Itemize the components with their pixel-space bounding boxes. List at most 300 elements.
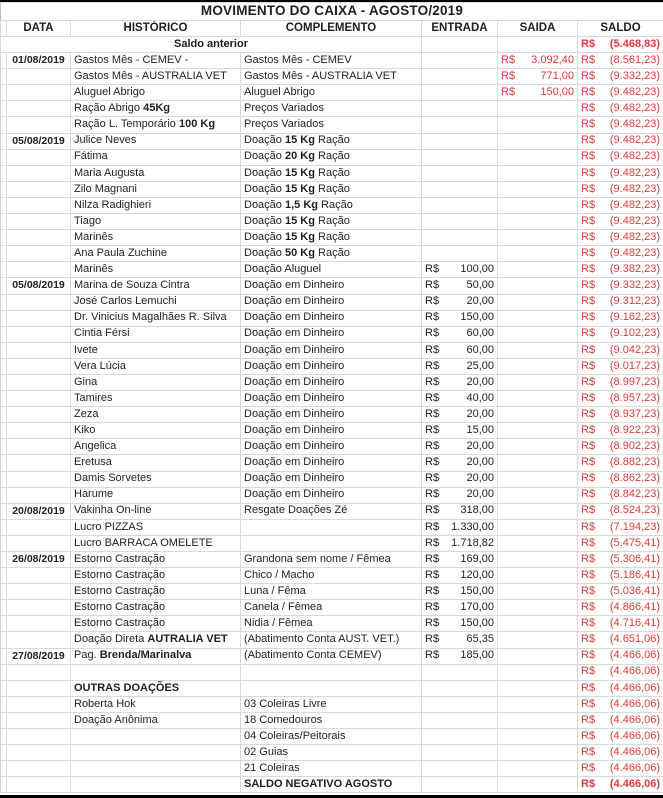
date-cell <box>7 584 71 600</box>
historico-cell: Estorno Castração <box>71 584 241 600</box>
amount-value: 20,00 <box>466 488 494 501</box>
amount-value: (4.651,06) <box>609 633 661 646</box>
currency-symbol: R$ <box>425 617 440 630</box>
amount-value: 50,00 <box>466 279 494 292</box>
currency-symbol: R$ <box>581 633 596 646</box>
historico-cell: OUTRAS DOAÇÕES <box>71 680 241 696</box>
entrada-cell <box>422 310 498 326</box>
currency-symbol: R$ <box>581 681 596 694</box>
historico-cell: Aluguel Abrigo <box>71 85 241 101</box>
saida-cell <box>498 487 578 503</box>
saldo-cell <box>578 664 663 680</box>
historico-cell <box>71 761 241 777</box>
amount-value: 20,00 <box>466 375 494 388</box>
date-cell <box>7 262 71 278</box>
date-cell <box>7 149 71 165</box>
currency-symbol: R$ <box>581 440 596 453</box>
amount-value: (8.842,23) <box>609 488 661 501</box>
entrada-cell <box>422 133 498 149</box>
amount-value: (9.332,23) <box>609 69 661 82</box>
amount-value: (4.466,06) <box>609 713 661 726</box>
saida-cell <box>498 503 578 519</box>
complemento-cell: Doação 15 Kg Ração <box>241 181 422 197</box>
amount-value: 1.718,82 <box>451 536 494 549</box>
currency-symbol: R$ <box>581 343 596 356</box>
complemento-cell: Aluguel Abrigo <box>241 85 422 101</box>
saida-cell <box>498 326 578 342</box>
saida-cell <box>498 85 578 101</box>
currency-symbol: R$ <box>581 407 596 420</box>
currency-symbol: R$ <box>425 391 440 404</box>
currency-symbol: R$ <box>425 279 440 292</box>
date-cell: 27/08/2019 <box>7 648 71 664</box>
currency-symbol: R$ <box>425 263 440 276</box>
saldo-cell <box>578 503 663 519</box>
saldo-cell <box>578 53 663 69</box>
table-row <box>1 294 663 310</box>
saida-cell <box>498 117 578 133</box>
currency-symbol: R$ <box>425 327 440 340</box>
complemento-cell: Doação em Dinheiro <box>241 342 422 358</box>
saida-cell <box>498 777 578 793</box>
table-row <box>1 729 663 745</box>
date-cell <box>7 761 71 777</box>
entrada-cell <box>422 777 498 793</box>
saida-cell <box>498 214 578 230</box>
saldo-cell <box>578 230 663 246</box>
entrada-cell <box>422 358 498 374</box>
amount-value: (9.102,23) <box>609 327 661 340</box>
saldo-cell <box>578 616 663 632</box>
table-row <box>1 149 663 165</box>
currency-symbol: R$ <box>581 665 596 678</box>
entrada-cell <box>422 374 498 390</box>
amount-value: 20,00 <box>466 472 494 485</box>
amount-value: (5.468,83) <box>609 37 661 50</box>
table-row <box>1 568 663 584</box>
currency-symbol: R$ <box>581 118 596 131</box>
saldo-cell <box>578 326 663 342</box>
table-row <box>1 600 663 616</box>
currency-symbol: R$ <box>581 568 596 581</box>
date-cell <box>7 391 71 407</box>
amount-value: (8.882,23) <box>609 456 661 469</box>
complemento-cell: Nidia / Fêmea <box>241 616 422 632</box>
date-cell <box>7 487 71 503</box>
currency-symbol: R$ <box>425 552 440 565</box>
currency-symbol: R$ <box>425 504 440 517</box>
amount-value: (4.716,41) <box>609 617 661 630</box>
saldo-cell <box>578 745 663 761</box>
currency-symbol: R$ <box>581 102 596 115</box>
table-row <box>1 197 663 213</box>
historico-cell: Estorno Castração <box>71 568 241 584</box>
entrada-cell <box>422 101 498 117</box>
table-row <box>1 342 663 358</box>
currency-symbol: R$ <box>581 552 596 565</box>
date-cell <box>7 535 71 551</box>
table-row <box>1 407 663 423</box>
amount-value: (4.466,06) <box>609 697 661 710</box>
amount-value: (9.162,23) <box>609 311 661 324</box>
date-cell <box>7 777 71 793</box>
table-row <box>1 310 663 326</box>
table-row <box>1 53 663 69</box>
complemento-cell: Doação em Dinheiro <box>241 326 422 342</box>
date-cell <box>7 712 71 728</box>
saldo-cell <box>578 729 663 745</box>
saida-cell <box>498 278 578 294</box>
currency-symbol: R$ <box>425 456 440 469</box>
saldo-cell <box>578 310 663 326</box>
saida-cell <box>498 648 578 664</box>
date-cell <box>7 342 71 358</box>
complemento-cell: Doação em Dinheiro <box>241 439 422 455</box>
cash-flow-table <box>0 2 663 793</box>
amount-value: (9.482,23) <box>609 150 661 163</box>
date-cell <box>7 214 71 230</box>
amount-value: 150,00 <box>460 584 494 597</box>
saida-cell <box>498 37 578 53</box>
saldo-cell <box>578 246 663 262</box>
currency-symbol: R$ <box>581 745 596 758</box>
amount-value: (4.866,41) <box>609 601 661 614</box>
complemento-cell <box>241 680 422 696</box>
historico-cell: Marina de Souza Cintra <box>71 278 241 294</box>
saldo-cell <box>578 214 663 230</box>
currency-symbol: R$ <box>425 536 440 549</box>
table-row <box>1 181 663 197</box>
entrada-cell <box>422 455 498 471</box>
currency-symbol: R$ <box>425 407 440 420</box>
currency-symbol: R$ <box>581 53 596 66</box>
entrada-cell <box>422 197 498 213</box>
complemento-cell: 18 Comedouros <box>241 712 422 728</box>
entrada-cell <box>422 745 498 761</box>
amount-value: 771,00 <box>540 69 574 82</box>
amount-value: (9.042,23) <box>609 343 661 356</box>
historico-cell <box>71 745 241 761</box>
date-cell <box>7 165 71 181</box>
date-cell <box>7 294 71 310</box>
table-row <box>1 439 663 455</box>
currency-symbol: R$ <box>425 375 440 388</box>
amount-value: (9.382,23) <box>609 263 661 276</box>
historico-cell: Roberta Hok <box>71 696 241 712</box>
saldo-cell <box>578 358 663 374</box>
date-cell <box>7 632 71 648</box>
saldo-cell <box>578 181 663 197</box>
amount-value: (9.482,23) <box>609 214 661 227</box>
column-header-saida: SAIDA <box>498 21 578 37</box>
entrada-cell <box>422 278 498 294</box>
complemento-cell: 03 Coleiras Livre <box>241 696 422 712</box>
complemento-cell: Doação em Dinheiro <box>241 358 422 374</box>
entrada-cell <box>422 584 498 600</box>
amount-value: (9.482,23) <box>609 198 661 211</box>
saida-cell <box>498 455 578 471</box>
saida-cell <box>498 729 578 745</box>
currency-symbol: R$ <box>425 633 440 646</box>
complemento-cell: Doação em Dinheiro <box>241 487 422 503</box>
saldo-cell <box>578 407 663 423</box>
saldo-cell <box>578 519 663 535</box>
currency-symbol: R$ <box>581 69 596 82</box>
saida-cell <box>498 133 578 149</box>
amount-value: (9.482,23) <box>609 230 661 243</box>
currency-symbol: R$ <box>581 37 596 50</box>
amount-value: (8.957,23) <box>609 391 661 404</box>
amount-value: (4.466,06) <box>609 665 661 678</box>
table-row <box>1 584 663 600</box>
currency-symbol: R$ <box>501 53 516 66</box>
saida-cell <box>498 471 578 487</box>
currency-symbol: R$ <box>581 86 596 99</box>
historico-cell <box>71 777 241 793</box>
historico-cell: Zeza <box>71 407 241 423</box>
historico-cell: Estorno Castração <box>71 616 241 632</box>
currency-symbol: R$ <box>425 568 440 581</box>
complemento-cell: Doação em Dinheiro <box>241 374 422 390</box>
saldo-cell <box>578 391 663 407</box>
currency-symbol: R$ <box>425 488 440 501</box>
saida-cell <box>498 358 578 374</box>
saida-cell <box>498 745 578 761</box>
historico-cell <box>71 729 241 745</box>
currency-symbol: R$ <box>425 311 440 324</box>
complemento-cell: Chico / Macho <box>241 568 422 584</box>
complemento-cell: 04 Coleiras/Peitorais <box>241 729 422 745</box>
amount-value: 60,00 <box>466 343 494 356</box>
date-cell <box>7 358 71 374</box>
amount-value: (9.312,23) <box>609 295 661 308</box>
table-row <box>1 503 663 519</box>
table-row <box>1 696 663 712</box>
historico-cell: Tamires <box>71 391 241 407</box>
historico-cell: Gina <box>71 374 241 390</box>
currency-symbol: R$ <box>425 601 440 614</box>
saida-cell <box>498 149 578 165</box>
saida-cell <box>498 310 578 326</box>
date-cell <box>7 471 71 487</box>
complemento-cell: Doação em Dinheiro <box>241 294 422 310</box>
amount-value: (9.017,23) <box>609 359 661 372</box>
amount-value: (8.524,23) <box>609 504 661 517</box>
saldo-cell <box>578 680 663 696</box>
saldo-cell <box>578 342 663 358</box>
currency-symbol: R$ <box>425 520 440 533</box>
saida-cell <box>498 407 578 423</box>
historico-cell: Lucro PIZZAS <box>71 519 241 535</box>
currency-symbol: R$ <box>425 649 440 662</box>
amount-value: (5.306,41) <box>609 552 661 565</box>
table-row <box>1 262 663 278</box>
entrada-cell <box>422 471 498 487</box>
amount-value: 3.092,40 <box>531 53 574 66</box>
complemento-cell: Doação em Dinheiro <box>241 407 422 423</box>
date-cell <box>7 230 71 246</box>
amount-value: 100,00 <box>460 263 494 276</box>
currency-symbol: R$ <box>581 617 596 630</box>
currency-symbol: R$ <box>581 150 596 163</box>
saida-cell <box>498 632 578 648</box>
amount-value: 1.330,00 <box>451 520 494 533</box>
currency-symbol: R$ <box>425 472 440 485</box>
amount-value: (5.186,41) <box>609 568 661 581</box>
table-row <box>1 117 663 133</box>
entrada-cell <box>422 165 498 181</box>
historico-cell: José Carlos Lemuchi <box>71 294 241 310</box>
amount-value: (8.997,23) <box>609 375 661 388</box>
date-cell: 01/08/2019 <box>7 53 71 69</box>
currency-symbol: R$ <box>581 649 596 662</box>
amount-value: (4.466,06) <box>609 761 661 774</box>
column-header-data: DATA <box>7 21 71 37</box>
table-row <box>1 455 663 471</box>
historico-cell: Ivete <box>71 342 241 358</box>
entrada-cell <box>422 262 498 278</box>
saida-cell <box>498 246 578 262</box>
amount-value: (9.482,23) <box>609 86 661 99</box>
saida-cell <box>498 262 578 278</box>
amount-value: (4.466,06) <box>609 745 661 758</box>
historico-cell: Zilo Magnani <box>71 181 241 197</box>
amount-value: (9.332,23) <box>609 279 661 292</box>
saldo-cell <box>578 197 663 213</box>
table-row <box>1 165 663 181</box>
historico-cell: Kiko <box>71 423 241 439</box>
column-header-row <box>1 21 663 37</box>
entrada-cell <box>422 326 498 342</box>
currency-symbol: R$ <box>581 424 596 437</box>
historico-cell: Julice Neves <box>71 133 241 149</box>
date-cell <box>7 616 71 632</box>
amount-value: (9.482,23) <box>609 134 661 147</box>
amount-value: (7.194,23) <box>609 520 661 533</box>
amount-value: (4.466,06) <box>609 681 661 694</box>
historico-cell: Nilza Radighieri <box>71 197 241 213</box>
entrada-cell <box>422 117 498 133</box>
currency-symbol: R$ <box>581 713 596 726</box>
saida-cell <box>498 712 578 728</box>
historico-cell: Tiago <box>71 214 241 230</box>
table-row <box>1 761 663 777</box>
date-cell <box>7 374 71 390</box>
table-row <box>1 423 663 439</box>
complemento-cell: Gastos Mês - AUSTRALIA VET <box>241 69 422 85</box>
saida-cell <box>498 53 578 69</box>
amount-value: (8.862,23) <box>609 472 661 485</box>
historico-cell: Ana Paula Zuchine <box>71 246 241 262</box>
date-cell <box>7 745 71 761</box>
entrada-cell <box>422 535 498 551</box>
amount-value: 20,00 <box>466 295 494 308</box>
saida-cell <box>498 568 578 584</box>
saldo-cell <box>578 133 663 149</box>
currency-symbol: R$ <box>581 456 596 469</box>
currency-symbol: R$ <box>425 424 440 437</box>
complemento-cell: Doação em Dinheiro <box>241 455 422 471</box>
currency-symbol: R$ <box>425 584 440 597</box>
currency-symbol: R$ <box>581 134 596 147</box>
saldo-cell <box>578 552 663 568</box>
currency-symbol: R$ <box>501 86 516 99</box>
currency-symbol: R$ <box>581 761 596 774</box>
date-cell <box>7 664 71 680</box>
complemento-cell: Doação 50 Kg Ração <box>241 246 422 262</box>
table-row <box>1 616 663 632</box>
table-row <box>1 374 663 390</box>
date-cell <box>7 680 71 696</box>
column-header-complemento: COMPLEMENTO <box>241 21 422 37</box>
saida-cell <box>498 664 578 680</box>
complemento-cell: Doação em Dinheiro <box>241 310 422 326</box>
saida-cell <box>498 294 578 310</box>
currency-symbol: R$ <box>581 391 596 404</box>
currency-symbol: R$ <box>581 198 596 211</box>
amount-value: (9.482,23) <box>609 246 661 259</box>
currency-symbol: R$ <box>581 182 596 195</box>
date-cell <box>7 439 71 455</box>
entrada-cell <box>422 680 498 696</box>
entrada-cell <box>422 487 498 503</box>
amount-value: 169,00 <box>460 552 494 565</box>
historico-cell: Dr. Vinicius Magalhães R. Silva <box>71 310 241 326</box>
amount-value: (4.466,06) <box>609 778 661 791</box>
amount-value: (9.482,23) <box>609 102 661 115</box>
amount-value: 25,00 <box>466 359 494 372</box>
currency-symbol: R$ <box>581 246 596 259</box>
column-header-histórico: HISTÓRICO <box>71 21 241 37</box>
date-cell <box>7 519 71 535</box>
saida-cell <box>498 552 578 568</box>
complemento-cell: Gastos Mês - CEMEV <box>241 53 422 69</box>
date-cell: 05/08/2019 <box>7 278 71 294</box>
complemento-cell <box>241 519 422 535</box>
historico-cell: Gastos Mês - CEMEV - <box>71 53 241 69</box>
entrada-cell <box>422 552 498 568</box>
amount-value: (8.922,23) <box>609 424 661 437</box>
date-cell <box>7 101 71 117</box>
table-row <box>1 69 663 85</box>
currency-symbol: R$ <box>581 311 596 324</box>
table-row <box>1 471 663 487</box>
table-row <box>1 246 663 262</box>
complemento-cell: Luna / Fêma <box>241 584 422 600</box>
table-row <box>1 37 663 53</box>
currency-symbol: R$ <box>581 536 596 549</box>
historico-cell: Cintia Férsi <box>71 326 241 342</box>
amount-value: 150,00 <box>540 86 574 99</box>
table-row <box>1 214 663 230</box>
historico-cell: Lucro BARRACA OMELETE <box>71 535 241 551</box>
saida-cell <box>498 374 578 390</box>
amount-value: 120,00 <box>460 568 494 581</box>
saldo-cell <box>578 165 663 181</box>
amount-value: 170,00 <box>460 601 494 614</box>
amount-value: (9.482,23) <box>609 182 661 195</box>
saldo-cell <box>578 262 663 278</box>
currency-symbol: R$ <box>501 69 516 82</box>
entrada-cell <box>422 37 498 53</box>
complemento-cell: Doação em Dinheiro <box>241 391 422 407</box>
saldo-cell <box>578 761 663 777</box>
amount-value: 20,00 <box>466 456 494 469</box>
saldo-anterior-label: Saldo anterior <box>1 37 422 53</box>
amount-value: 40,00 <box>466 391 494 404</box>
currency-symbol: R$ <box>581 327 596 340</box>
complemento-cell: Doação 15 Kg Ração <box>241 133 422 149</box>
